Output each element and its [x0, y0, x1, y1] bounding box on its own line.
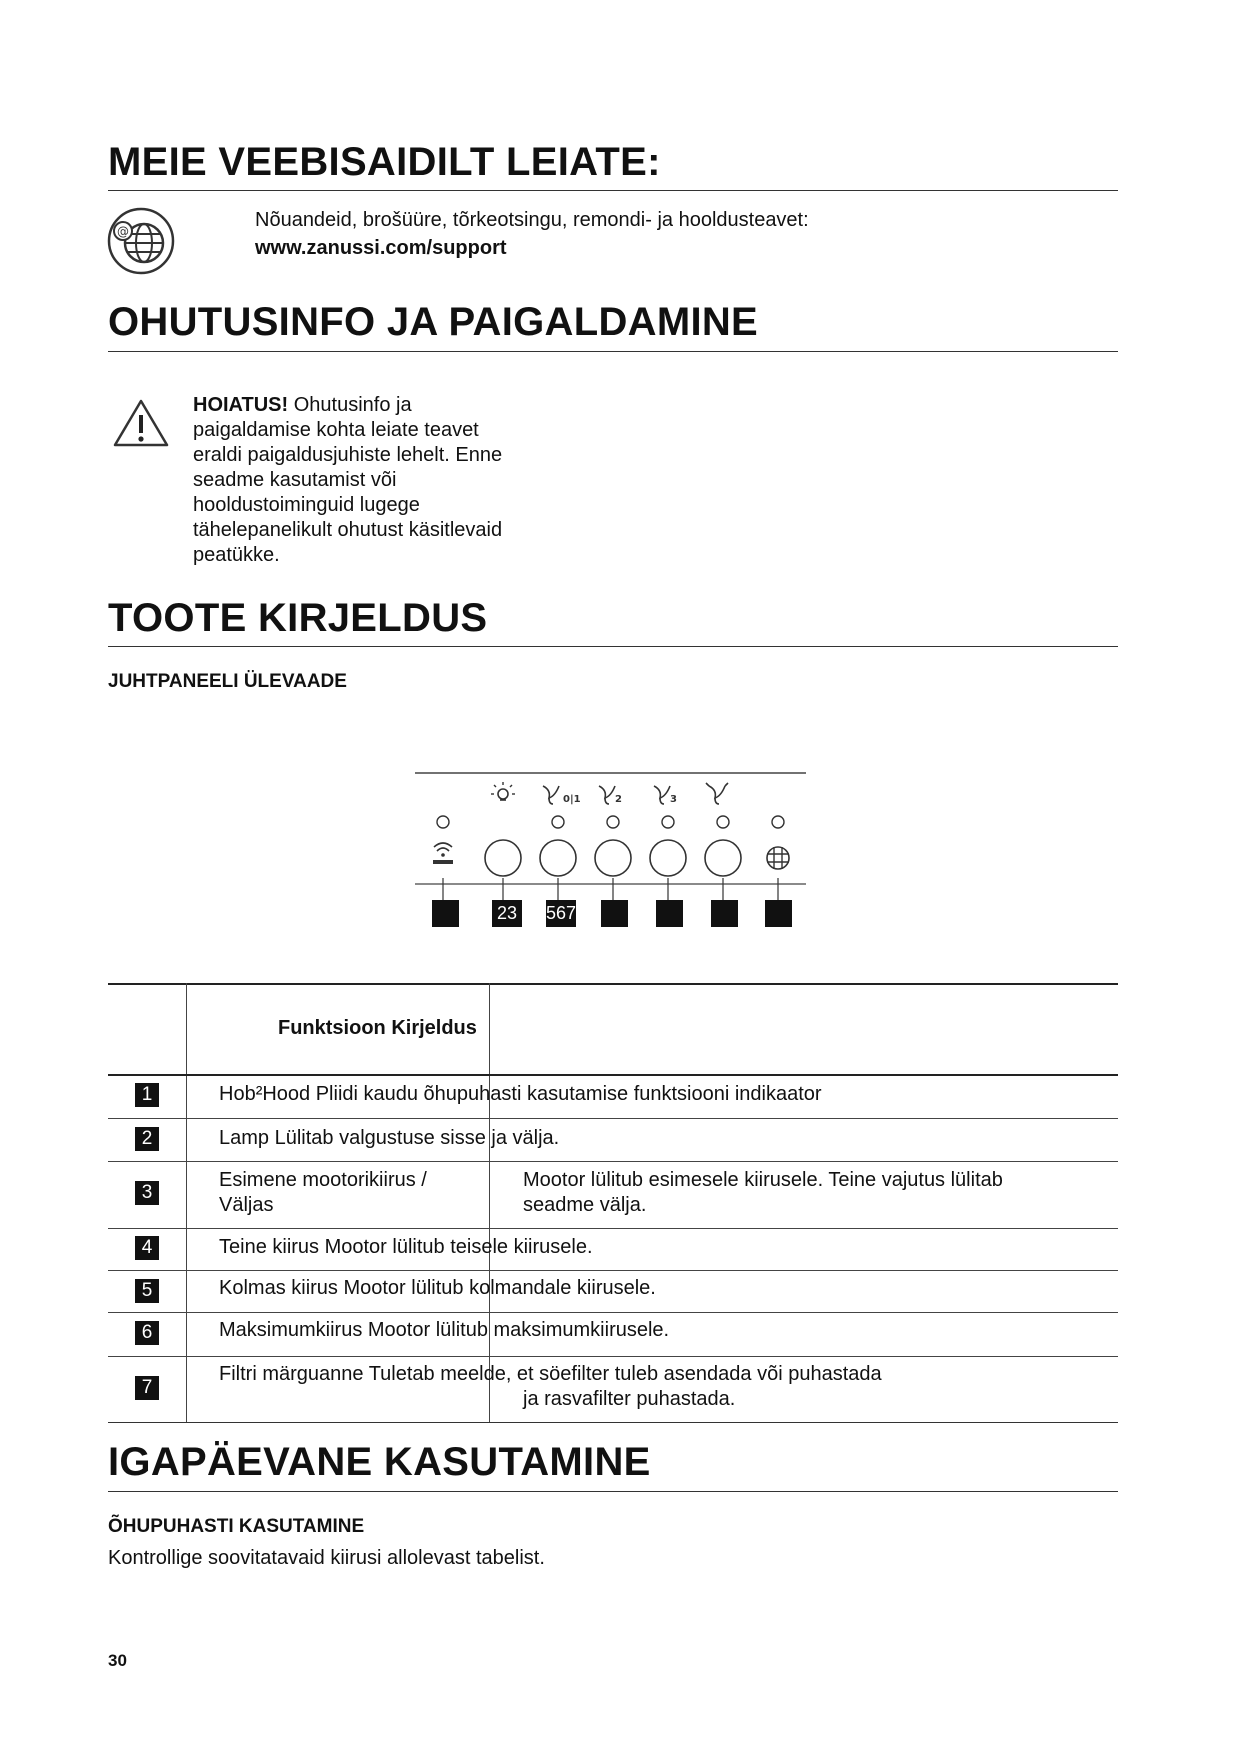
filter-grid-icon [767, 847, 789, 869]
safety-heading: OHUTUSINFO JA PAIGALDAMINE [108, 300, 759, 344]
website-description: Nõuandeid, brošüüre, tõrkeotsingu, remondi- ja hooldusteavet: [255, 209, 809, 231]
row-rule [108, 1161, 1118, 1162]
heading-rule [108, 351, 1118, 352]
speed-table-note: Kontrollige soovitatavaid kiirusi allolevast tabelist. [108, 1547, 545, 1569]
row-number: 1 [135, 1083, 159, 1107]
row-function: Esimene mootorikiirus / [219, 1169, 427, 1191]
warning-line: Ohutusinfo ja [288, 394, 412, 416]
callout-box [432, 900, 459, 927]
warning-line: seadme kasutamist või [193, 469, 397, 491]
row-rule [108, 1118, 1118, 1119]
control-panel-subheading: JUHTPANEELI ÜLEVAADE [108, 671, 347, 692]
fan-3-icon [654, 786, 677, 805]
heading-rule [108, 190, 1118, 191]
row-number: 7 [135, 1376, 159, 1400]
table-col-divider [489, 983, 490, 1423]
warning-triangle-icon [112, 398, 170, 448]
warning-line: peatükke. [193, 544, 280, 566]
table-top-rule [108, 983, 1118, 985]
svg-text:2: 2 [615, 794, 622, 805]
row-number: 4 [135, 1236, 159, 1260]
table-row: Hob²Hood Pliidi kaudu õhupuhasti kasutamise funktsiooni indikaator [219, 1083, 822, 1105]
svg-text:3: 3 [670, 794, 677, 805]
hood-use-subheading: ÕHUPUHASTI KASUTAMINE [108, 1516, 365, 1537]
row-number: 6 [135, 1321, 159, 1345]
daily-use-heading: IGAPÄEVANE KASUTAMINE [108, 1440, 651, 1484]
callout-box: 567 [546, 900, 576, 927]
table-bottom-rule [108, 1422, 1118, 1423]
warning-text [193, 393, 573, 568]
table-row-continued: ja rasvafilter puhastada. [523, 1388, 736, 1410]
table-row: Teine kiirus Mootor lülitub teisele kiirusele. [219, 1236, 593, 1258]
row-number: 5 [135, 1279, 159, 1303]
warning-line: hooldustoiminguid lugege [193, 494, 420, 516]
svg-text:@: @ [117, 224, 129, 239]
callout-box: 23 [492, 900, 522, 927]
callout-box [765, 900, 792, 927]
warning-line: tähelepanelikult ohutust käsitlevaid [193, 519, 503, 541]
globe-at-icon [106, 206, 176, 276]
callout-box [656, 900, 683, 927]
table-header: Funktsioon Kirjeldus [278, 1017, 477, 1039]
website-heading: MEIE VEEBISAIDILT LEIATE: [108, 140, 661, 184]
product-heading: TOOTE KIRJELDUS [108, 596, 488, 640]
row-description: Mootor lülitub esimesele kiirusele. Teine vajutus lülitab [523, 1169, 1003, 1191]
page-number: 30 [108, 1651, 127, 1670]
callout-box [711, 900, 738, 927]
warning-line: eraldi paigaldusjuhiste lehelt. Enne [193, 444, 503, 466]
warning-label: HOIATUS! [193, 394, 289, 416]
row-number: 3 [135, 1181, 159, 1205]
fan-2-icon [599, 786, 622, 805]
table-row: Filtri märguanne Tuletab meelde, et söefilter tuleb asendada või puhastada [219, 1363, 882, 1385]
row-rule [108, 1228, 1118, 1229]
fan-max-icon [706, 783, 728, 804]
fan-0-1-icon [543, 786, 581, 805]
callout-box [601, 900, 628, 927]
support-link[interactable]: www.zanussi.com/support [255, 237, 507, 259]
row-description: seadme välja. [523, 1194, 647, 1216]
row-function: Väljas [219, 1194, 274, 1216]
table-col-divider [186, 983, 187, 1423]
row-rule [108, 1270, 1118, 1271]
heading-rule [108, 1491, 1118, 1492]
warning-line: paigaldamise kohta leiate teavet [193, 419, 479, 441]
table-row: Kolmas kiirus Mootor lülitub kolmandale kiirusele. [219, 1277, 656, 1299]
svg-text:0|1: 0|1 [563, 794, 581, 805]
row-rule [108, 1356, 1118, 1357]
heading-rule [108, 646, 1118, 647]
hob2hood-wifi-icon [433, 843, 453, 864]
light-bulb-icon [491, 782, 515, 800]
row-number: 2 [135, 1127, 159, 1151]
table-row: Maksimumkiirus Mootor lülitub maksimumkiirusele. [219, 1319, 670, 1341]
table-row: Lamp Lülitab valgustuse sisse ja välja. [219, 1127, 560, 1149]
table-header-rule [108, 1074, 1118, 1076]
row-rule [108, 1312, 1118, 1313]
